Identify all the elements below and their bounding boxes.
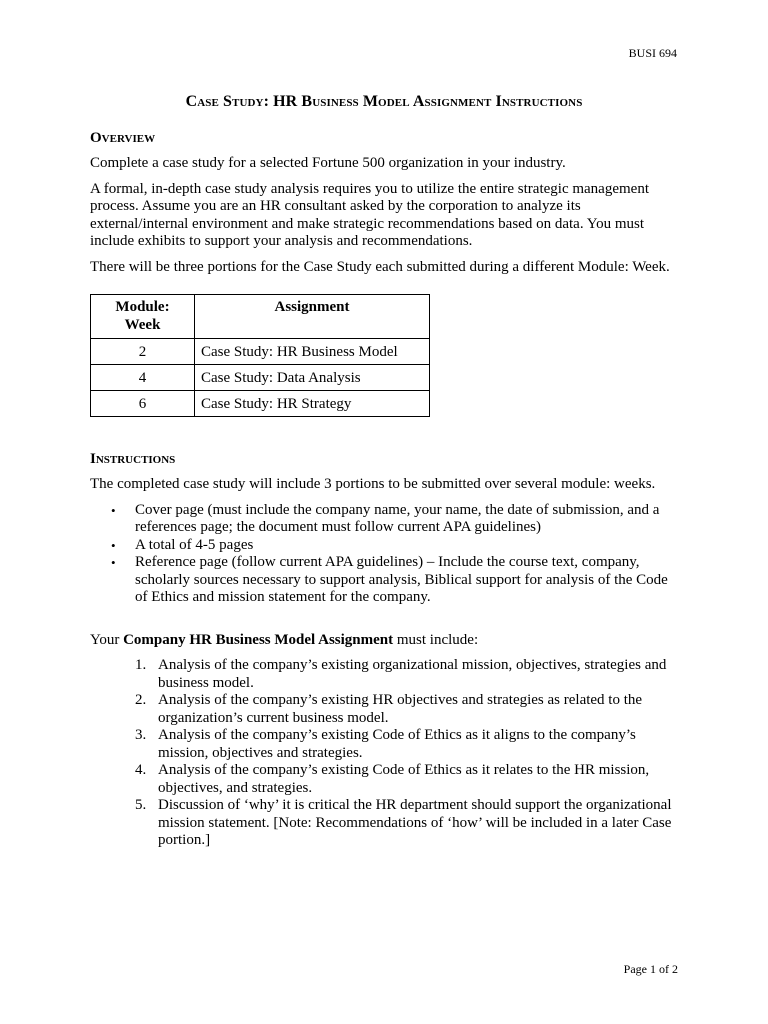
item-text: Analysis of the company’s existing Code of Ethics as it relates to the HR mission, objectives, and strategies. bbox=[158, 762, 650, 796]
bullet-icon: • bbox=[111, 502, 116, 518]
bullet-icon: • bbox=[111, 537, 116, 553]
requirements-lead-suffix: must include: bbox=[396, 631, 479, 648]
overview-heading: Overview bbox=[90, 130, 156, 146]
table-row bbox=[91, 365, 430, 391]
item-number: 4. bbox=[135, 762, 147, 778]
column-header-assignment: Assignment bbox=[195, 295, 430, 339]
page-number: Page 1 of 2 bbox=[623, 962, 678, 976]
bullet-icon: • bbox=[111, 555, 116, 570]
instructions-heading: Instructions bbox=[90, 451, 176, 467]
list-item bbox=[135, 762, 680, 797]
list-item bbox=[135, 692, 680, 727]
week-cell: 4 bbox=[91, 365, 195, 391]
bullet-text: Cover page (must include the company name, your name, the date of submission, and a references page; the document must follow current APA guidelines) bbox=[135, 501, 660, 535]
item-text: Analysis of the company’s existing Code of Ethics as it aligns to the company’s mission, objectives and strategies. bbox=[158, 727, 636, 761]
item-number: 5. bbox=[135, 797, 147, 813]
week-cell: 2 bbox=[91, 339, 195, 365]
item-text: Discussion of ‘why’ it is critical the HR department should support the organizational mission statement. [Note: Recommendations of ‘how’ will be included in a later Case portion.] bbox=[158, 797, 672, 848]
document-body bbox=[90, 130, 680, 850]
course-code: BUSI 694 bbox=[628, 46, 677, 60]
list-item bbox=[111, 501, 680, 537]
instructions-bullet-list bbox=[90, 502, 680, 607]
list-item bbox=[135, 797, 680, 850]
list-item bbox=[111, 536, 680, 555]
column-header-module-week: Module: Week bbox=[91, 295, 195, 339]
list-item bbox=[135, 657, 680, 692]
assignment-cell: Case Study: HR Business Model bbox=[195, 339, 430, 365]
item-text: Analysis of the company’s existing HR objectives and strategies as related to the organization’s current business model. bbox=[158, 692, 643, 726]
overview-paragraph-1: Complete a case study for a selected Fortune 500 organization in your industry. bbox=[90, 155, 566, 171]
bullet-text: A total of 4-5 pages bbox=[135, 536, 254, 553]
bullet-text: Reference page (follow current APA guidelines) – Include the course text, company, scholarly sources necessary to support analysis, Biblical support for analysis of the Code of Ethics and mission statement for the company. bbox=[135, 554, 668, 605]
list-item bbox=[111, 554, 680, 607]
overview-paragraph-2: A formal, in-depth case study analysis requires you to utilize the entire strategic management process. Assume you are an HR consultant asked by the corporation to analyze its external/internal environment and make strategic recommendations based on data. You must include exhibits to support your analysis and recommendations. bbox=[90, 180, 649, 249]
overview-paragraph-3: There will be three portions for the Case Study each submitted during a different Module: Week. bbox=[90, 258, 670, 275]
document-title: Case Study: HR Business Model Assignment Instructions bbox=[185, 93, 583, 110]
table-row bbox=[91, 391, 430, 417]
list-item bbox=[135, 727, 680, 762]
instructions-intro: The completed case study will include 3 portions to be submitted over several module: weeks. bbox=[90, 476, 656, 492]
item-number: 3. bbox=[135, 727, 147, 743]
table-header-row bbox=[91, 295, 430, 339]
table-row bbox=[91, 339, 430, 365]
assignment-cell: Case Study: Data Analysis bbox=[195, 365, 430, 391]
item-number: 1. bbox=[135, 657, 147, 673]
item-text: Analysis of the company’s existing organizational mission, objectives, strategies and business model. bbox=[158, 657, 667, 691]
item-number: 2. bbox=[135, 692, 147, 708]
assignment-cell: Case Study: HR Strategy bbox=[195, 391, 430, 417]
week-cell: 6 bbox=[91, 391, 195, 417]
requirements-lead-bold: Company HR Business Model Assignment bbox=[123, 631, 394, 648]
requirements-numbered-list bbox=[90, 657, 680, 850]
requirements-lead bbox=[90, 632, 680, 650]
requirements-lead-prefix: Your bbox=[90, 631, 120, 648]
module-schedule-table bbox=[90, 294, 430, 417]
